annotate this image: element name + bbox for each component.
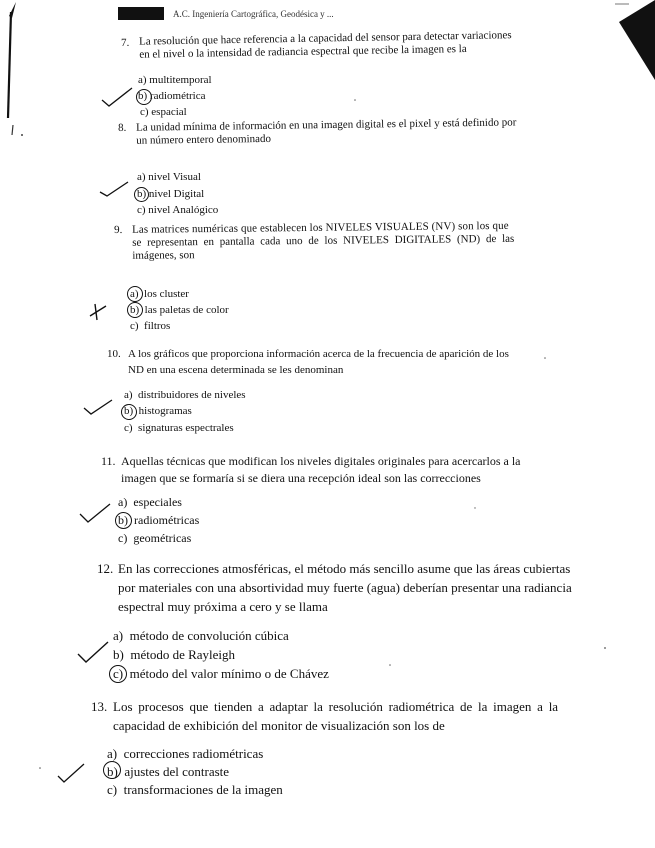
option-7b: b) radiométrica — [138, 90, 206, 102]
question-number: 11. — [101, 454, 116, 468]
scan-corner-shadow — [615, 0, 655, 80]
check-mark-icon — [98, 180, 132, 200]
check-mark-icon — [82, 398, 114, 418]
question-text-line: ND en una escena determinada se les denominan — [128, 364, 344, 376]
answer-circle — [134, 187, 149, 202]
question-text-line: Los procesos que tienden a adaptar la resolución radiométrica de la imagen a la — [113, 699, 559, 714]
option-8a: a) nivel Visual — [137, 171, 201, 183]
option-8b: b) nivel Digital — [137, 188, 205, 200]
question-number: 7. — [121, 36, 130, 49]
cross-mark-icon — [86, 300, 110, 322]
option-7a: a) multitemporal — [138, 74, 212, 86]
answer-circle — [121, 404, 137, 420]
question-number: 10. — [107, 348, 121, 360]
option-10a: a) distribuidores de niveles — [124, 389, 246, 401]
option-12a: a) método de convolución cúbica — [113, 628, 289, 643]
answer-circle — [136, 89, 152, 105]
page-header: A.C. Ingeniería Cartográfica, Geodésica y ... — [173, 9, 334, 19]
option-11c: c) geométricas — [118, 531, 192, 545]
answer-circle — [127, 286, 143, 302]
question-number: 12. — [97, 561, 114, 576]
answer-circle — [127, 302, 143, 318]
option-13c: c) transformaciones de la imagen — [107, 782, 283, 797]
answer-circle — [115, 512, 132, 529]
question-text-line: por materiales con una absortividad muy fuerte (agua) deberían presentar una radiancia — [118, 580, 572, 595]
answer-circle — [109, 665, 127, 683]
option-8c: c) nivel Analógico — [137, 204, 219, 216]
question-text-line: se representan en pantalla cada uno de los NIVELES DIGITALES (ND) de las — [132, 232, 515, 249]
check-mark-icon — [56, 762, 86, 786]
question-text-line: A los gráficos que proporciona información acerca de la frecuencia de aparición de los — [128, 348, 509, 360]
question-number: 13. — [91, 699, 108, 714]
question-text-line: imagen que se formaría si se diera una recepción ideal son las correcciones — [121, 471, 481, 485]
question-number: 9. — [114, 223, 123, 236]
option-9a: a) los cluster — [130, 288, 189, 300]
answer-circle — [103, 761, 121, 779]
question-text-line: en el nivel o la intensidad de radiancia espectral que recibe la imagen es la — [139, 42, 467, 61]
question-text-line: un número entero denominado — [136, 132, 272, 147]
option-9c: c) filtros — [130, 320, 171, 332]
redaction-block — [118, 7, 164, 20]
option-11b: b) radiométricas — [118, 513, 200, 527]
question-number: 8. — [118, 121, 127, 134]
question-text-line: imágenes, son — [132, 249, 195, 262]
check-mark-icon — [100, 86, 136, 110]
question-text-line: Aquellas técnicas que modifican los niveles digitales originales para acercarlos a la — [121, 454, 521, 468]
question-text-line: Las matrices numéricas que establecen los NIVELES VISUALES (NV) son los que — [131, 219, 509, 236]
option-9b: b) las paletas de color — [130, 304, 229, 316]
check-mark-icon — [76, 640, 110, 666]
question-text-line: espectral muy próxima a cero y se llama — [118, 599, 328, 614]
question-text-line: La resolución que hace referencia a la capacidad del sensor para detectar variaciones — [138, 29, 512, 48]
option-13b: b) ajustes del contraste — [107, 764, 230, 779]
option-12c: c) método del valor mínimo o de Chávez — [113, 666, 329, 681]
option-10b: b) histogramas — [124, 405, 192, 417]
question-text-line: La unidad mínima de información en una imagen digital es el pixel y está definido por — [135, 116, 517, 134]
option-10c: c) signaturas espectrales — [124, 422, 234, 434]
option-12b: b) método de Rayleigh — [113, 647, 236, 662]
option-13a: a) correcciones radiométricas — [107, 746, 264, 761]
question-text-line: capacidad de exhibición del monitor de visualización son los de — [113, 718, 445, 733]
option-11a: a) especiales — [118, 495, 182, 509]
check-mark-icon — [78, 502, 112, 526]
option-7c: c) espacial — [140, 106, 187, 118]
scan-edge-mark — [0, 0, 20, 848]
question-text-line: En las correcciones atmosféricas, el método más sencillo asume que las áreas cubiertas — [118, 561, 571, 576]
